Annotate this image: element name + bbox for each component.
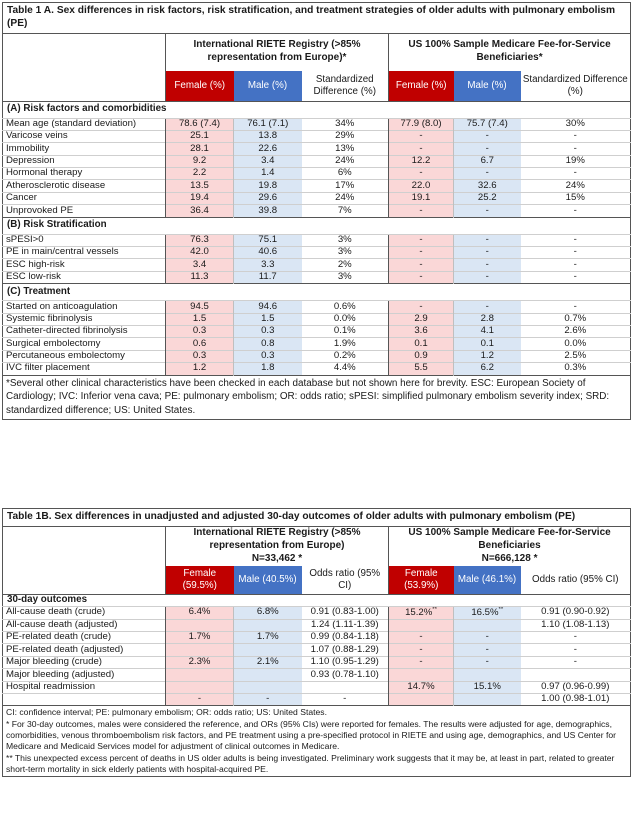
riete-male-value: 1.7% [234, 632, 302, 644]
us-male-value: - [454, 247, 521, 259]
riete-odds-ratio-value: 1.07 (0.88-1.29) [302, 644, 389, 656]
us-female-value: 0.9 [389, 350, 454, 362]
us-male-value: 15.1% [454, 681, 521, 693]
riete-male-value: 19.8 [234, 180, 302, 192]
section-title: 30-day outcomes [3, 594, 631, 606]
riete-male-value: 3.4 [234, 155, 302, 167]
table-row [3, 143, 631, 155]
us-male-value: - [454, 130, 521, 142]
riete-std-diff-value: 34% [302, 118, 389, 130]
us-female-value: - [389, 632, 454, 644]
riete-male-share-header: Male (40.5%) [234, 566, 302, 594]
us-odds-ratio-value: 1.10 (1.08-1.13) [521, 619, 631, 631]
riete-std-diff-value: 17% [302, 180, 389, 192]
row-label: All-cause death (adjusted) [3, 619, 166, 631]
row-label: Mean age (standard deviation) [3, 118, 166, 130]
us-male-value: - [454, 234, 521, 246]
row-label: Catheter-directed fibrinolysis [3, 325, 166, 337]
riete-female-value: 9.2 [166, 155, 234, 167]
row-label: PE in main/central vessels [3, 247, 166, 259]
table-row [3, 606, 631, 619]
us-std-diff-value: - [521, 247, 631, 259]
riete-odds-ratio-value: 0.99 (0.84-1.18) [302, 632, 389, 644]
us-male-value: 4.1 [454, 325, 521, 337]
table-row [3, 632, 631, 644]
riete-female-value: 0.6 [166, 338, 234, 350]
riete-female-value: 42.0 [166, 247, 234, 259]
table-row [3, 301, 631, 313]
table-row [3, 168, 631, 180]
riete-male-value: 75.1 [234, 234, 302, 246]
riete-female-value: 0.3 [166, 325, 234, 337]
us-male-value: - [454, 205, 521, 217]
table-row [3, 234, 631, 246]
us-female-value: 3.6 [389, 325, 454, 337]
riete-female-value: 76.3 [166, 234, 234, 246]
footnote-excess-deaths: ** This unexpected excess percent of deaths in US older adults is being investigated. Preliminary work suggests that it may be, at least in part, related to greater short-term mortality in sick elderly patients with hospital-acquired PE. [6, 752, 615, 775]
riete-std-diff-value: 13% [302, 143, 389, 155]
us-female-value: - [389, 234, 454, 246]
riete-std-diff-value: 0.1% [302, 325, 389, 337]
table-1a [2, 2, 631, 420]
us-odds-ratio-value: 1.00 (0.98-1.01) [521, 693, 631, 705]
riete-male-value: 29.6 [234, 192, 302, 204]
us-female-value [389, 619, 454, 631]
us-std-diff-value: - [521, 301, 631, 313]
row-label: Percutaneous embolectomy [3, 350, 166, 362]
us-odds-ratio-value: - [521, 656, 631, 668]
us-male-column-header: Male (%) [454, 71, 521, 101]
riete-female-value: 11.3 [166, 271, 234, 283]
riete-odds-ratio-header: Odds ratio (95% CI) [309, 567, 381, 591]
table-row [3, 350, 631, 362]
riete-std-diff-value: 29% [302, 130, 389, 142]
riete-registry-header: International RIETE Registry (>85% representation from Europe)* [166, 33, 389, 71]
us-female-value: - [389, 259, 454, 271]
note-marker: ** [432, 606, 437, 613]
us-odds-ratio-value: - [521, 632, 631, 644]
us-male-value: - [454, 301, 521, 313]
riete-female-value: 2.3% [166, 656, 234, 668]
us-male-value: - [454, 168, 521, 180]
riete-male-value: 1.8 [234, 363, 302, 375]
row-label: Major bleeding (adjusted) [3, 669, 166, 681]
us-medicare-header: US 100% Sample Medicare Fee-for-Service Beneficiaries* [389, 33, 631, 71]
riete-female-value: 19.4 [166, 192, 234, 204]
us-std-diff-value: 0.7% [521, 313, 631, 325]
row-label: PE-related death (adjusted) [3, 644, 166, 656]
us-std-diff-value: 30% [521, 118, 631, 130]
riete-male-value: - [234, 693, 302, 705]
us-std-diff-column-header: Standardized Difference (%) [522, 73, 628, 97]
us-female-column-header: Female (%) [389, 71, 454, 101]
us-odds-ratio-value: 0.97 (0.96-0.99) [521, 681, 631, 693]
us-male-value: 2.8 [454, 313, 521, 325]
us-std-diff-value: 24% [521, 180, 631, 192]
us-std-diff-value: 0.0% [521, 338, 631, 350]
riete-male-value: 2.1% [234, 656, 302, 668]
riete-odds-ratio-value [302, 681, 389, 693]
section-title: (C) Treatment [3, 284, 631, 301]
riete-male-value: 0.3 [234, 325, 302, 337]
us-std-diff-value: 19% [521, 155, 631, 167]
riete-std-diff-value: 0.6% [302, 301, 389, 313]
us-std-diff-value: - [521, 168, 631, 180]
riete-std-diff-value: 1.9% [302, 338, 389, 350]
us-std-diff-value: - [521, 130, 631, 142]
riete-female-value: 78.6 (7.4) [166, 118, 234, 130]
us-female-value: 22.0 [389, 180, 454, 192]
riete-std-diff-value: 3% [302, 234, 389, 246]
riete-odds-ratio-value: - [302, 693, 389, 705]
riete-female-value: 13.5 [166, 180, 234, 192]
table-row [3, 363, 631, 375]
us-female-value: - [389, 656, 454, 668]
table-row [3, 130, 631, 142]
us-male-value: - [454, 644, 521, 656]
us-medicare-header-b [389, 526, 631, 566]
row-label: Unprovoked PE [3, 205, 166, 217]
riete-female-value [166, 644, 234, 656]
row-label: All-cause death (crude) [3, 606, 166, 619]
us-female-value: - [389, 130, 454, 142]
us-female-value [389, 693, 454, 705]
us-male-value: - [454, 271, 521, 283]
table-1b-footnotes [3, 706, 631, 777]
us-female-value: - [389, 205, 454, 217]
row-label: ESC high-risk [3, 259, 166, 271]
riete-std-diff-value: 7% [302, 205, 389, 217]
riete-std-diff-value: 3% [302, 271, 389, 283]
riete-female-value: - [166, 693, 234, 705]
row-label: Started on anticoagulation [3, 301, 166, 313]
riete-male-value: 6.8% [234, 606, 302, 619]
us-std-diff-value: - [521, 234, 631, 246]
row-label: sPESI>0 [3, 234, 166, 246]
table-row [3, 338, 631, 350]
us-male-value [454, 693, 521, 705]
row-label: Immobility [3, 143, 166, 155]
table-row [3, 669, 631, 681]
us-male-share-header: Male (46.1%) [454, 566, 521, 594]
riete-male-value: 39.8 [234, 205, 302, 217]
table-row [3, 247, 631, 259]
riete-std-diff-value: 4.4% [302, 363, 389, 375]
row-label: Atherosclerotic disease [3, 180, 166, 192]
table-row [3, 192, 631, 204]
us-female-value: - [389, 247, 454, 259]
table-row [3, 155, 631, 167]
us-male-value: - [454, 632, 521, 644]
table-row [3, 644, 631, 656]
us-male-value: 16.5%** [454, 606, 521, 619]
section-title: (B) Risk Stratification [3, 217, 631, 234]
row-label: PE-related death (crude) [3, 632, 166, 644]
riete-male-value: 13.8 [234, 130, 302, 142]
riete-female-value: 0.3 [166, 350, 234, 362]
row-label: Major bleeding (crude) [3, 656, 166, 668]
riete-sample-size: N=33,462 * [251, 552, 303, 564]
riete-odds-ratio-value: 0.91 (0.83-1.00) [302, 606, 389, 619]
us-odds-ratio-value: - [521, 644, 631, 656]
row-label: Depression [3, 155, 166, 167]
us-male-value: 6.7 [454, 155, 521, 167]
us-male-value: 6.2 [454, 363, 521, 375]
table-1b-title: Table 1B. Sex differences in unadjusted and adjusted 30-day outcomes of older adults with pulmonary embolism (PE) [3, 509, 631, 527]
section-title: (A) Risk factors and comorbidities [3, 101, 631, 118]
riete-registry-label: International RIETE Registry (>85% representation from Europe) [193, 527, 361, 552]
riete-male-value: 40.6 [234, 247, 302, 259]
table-row [3, 313, 631, 325]
us-male-value [454, 619, 521, 631]
us-female-value: 77.9 (8.0) [389, 118, 454, 130]
us-sample-size: N=666,128 * [481, 552, 538, 564]
us-std-diff-value: 2.5% [521, 350, 631, 362]
us-std-diff-value: 15% [521, 192, 631, 204]
row-label: Systemic fibrinolysis [3, 313, 166, 325]
riete-female-share-header: Female (59.5%) [166, 566, 234, 594]
riete-std-diff-column-header: Standardized Difference (%) [313, 73, 376, 97]
footnote-adjustment: * For 30-day outcomes, males were considered the reference, and ORs (95% CIs) were reported for females. The results were adjusted for age, demographics, comorbidities, venous thromboembolism risk factors, and PE treatment using a pre-specified protocol in RIETE and using age, demographics, and US Center for Medicare and Medicaid Services model for adjustment of clinical outcomes in Medicare. [6, 718, 616, 752]
table-row [3, 259, 631, 271]
us-female-value: - [389, 644, 454, 656]
us-female-value: - [389, 301, 454, 313]
table-row [3, 180, 631, 192]
riete-std-diff-value: 0.0% [302, 313, 389, 325]
us-female-value: 2.9 [389, 313, 454, 325]
riete-std-diff-value: 6% [302, 168, 389, 180]
riete-male-value [234, 619, 302, 631]
riete-male-value: 1.4 [234, 168, 302, 180]
us-male-value: 0.1 [454, 338, 521, 350]
riete-female-value: 1.7% [166, 632, 234, 644]
us-female-value: 0.1 [389, 338, 454, 350]
us-female-value: - [389, 143, 454, 155]
table-row [3, 681, 631, 693]
riete-odds-ratio-value: 1.24 (1.11-1.39) [302, 619, 389, 631]
us-female-value: 5.5 [389, 363, 454, 375]
riete-male-value: 0.3 [234, 350, 302, 362]
row-label: Cancer [3, 192, 166, 204]
us-female-value: - [389, 271, 454, 283]
us-std-diff-value: - [521, 143, 631, 155]
us-odds-ratio-value [521, 669, 631, 681]
us-male-value: 75.7 (7.4) [454, 118, 521, 130]
riete-female-value: 36.4 [166, 205, 234, 217]
us-female-value: 12.2 [389, 155, 454, 167]
us-male-value: 25.2 [454, 192, 521, 204]
riete-female-value: 1.5 [166, 313, 234, 325]
riete-male-value: 1.5 [234, 313, 302, 325]
table-row [3, 325, 631, 337]
riete-male-value: 11.7 [234, 271, 302, 283]
riete-female-value: 1.2 [166, 363, 234, 375]
us-std-diff-value: 0.3% [521, 363, 631, 375]
riete-std-diff-value: 24% [302, 155, 389, 167]
us-male-value: 32.6 [454, 180, 521, 192]
us-odds-ratio-header: Odds ratio (95% CI) [532, 573, 619, 585]
row-label: ESC low-risk [3, 271, 166, 283]
riete-male-value: 94.6 [234, 301, 302, 313]
riete-male-value [234, 669, 302, 681]
table-row [3, 619, 631, 631]
riete-odds-ratio-value: 1.10 (0.95-1.29) [302, 656, 389, 668]
row-label: Hormonal therapy [3, 168, 166, 180]
riete-female-value [166, 681, 234, 693]
us-std-diff-value: - [521, 205, 631, 217]
us-std-diff-value: - [521, 259, 631, 271]
us-male-value: - [454, 143, 521, 155]
riete-male-value: 22.6 [234, 143, 302, 155]
footnote-abbreviations: CI: confidence interval; PE: pulmonary embolism; OR: odds ratio; US: United States. [6, 707, 327, 718]
riete-std-diff-value: 24% [302, 192, 389, 204]
us-female-value [389, 669, 454, 681]
riete-registry-header-b [166, 526, 389, 566]
table-1b [2, 508, 631, 777]
table-1a-title: Table 1 A. Sex differences in risk factors, risk stratification, and treatment strategies of older adults with pulmonary embolism (PE) [3, 3, 631, 34]
riete-male-value: 76.1 (7.1) [234, 118, 302, 130]
us-male-value: 1.2 [454, 350, 521, 362]
row-label: IVC filter placement [3, 363, 166, 375]
table-row [3, 118, 631, 130]
us-female-value: 19.1 [389, 192, 454, 204]
riete-female-value: 25.1 [166, 130, 234, 142]
riete-female-value: 6.4% [166, 606, 234, 619]
row-label [3, 693, 166, 705]
riete-male-value: 0.8 [234, 338, 302, 350]
us-male-value: - [454, 259, 521, 271]
us-male-value [454, 669, 521, 681]
riete-female-value: 28.1 [166, 143, 234, 155]
riete-male-value: 3.3 [234, 259, 302, 271]
us-std-diff-value: - [521, 271, 631, 283]
us-std-diff-value: 2.6% [521, 325, 631, 337]
table-row [3, 693, 631, 705]
riete-female-column-header: Female (%) [166, 71, 234, 101]
us-female-value: - [389, 168, 454, 180]
riete-std-diff-value: 0.2% [302, 350, 389, 362]
riete-female-value: 94.5 [166, 301, 234, 313]
us-female-value: 14.7% [389, 681, 454, 693]
riete-std-diff-value: 2% [302, 259, 389, 271]
us-male-value: - [454, 656, 521, 668]
riete-odds-ratio-value: 0.93 (0.78-1.10) [302, 669, 389, 681]
table-row [3, 271, 631, 283]
riete-female-value [166, 619, 234, 631]
us-female-share-header: Female (53.9%) [389, 566, 454, 594]
riete-male-value [234, 681, 302, 693]
us-odds-ratio-value: 0.91 (0.90-0.92) [521, 606, 631, 619]
row-label: Surgical embolectomy [3, 338, 166, 350]
us-medicare-label: US 100% Sample Medicare Fee-for-Service Beneficiaries [408, 527, 611, 552]
table-row [3, 656, 631, 668]
row-label: Varicose veins [3, 130, 166, 142]
us-female-value: 15.2%** [389, 606, 454, 619]
table-row [3, 205, 631, 217]
row-label: Hospital readmission [3, 681, 166, 693]
riete-male-column-header: Male (%) [234, 71, 302, 101]
riete-female-value: 2.2 [166, 168, 234, 180]
riete-male-value [234, 644, 302, 656]
riete-female-value [166, 669, 234, 681]
riete-female-value: 3.4 [166, 259, 234, 271]
riete-std-diff-value: 3% [302, 247, 389, 259]
table-1a-footnote: *Several other clinical characteristics have been checked in each database but not shown here for brevity. ESC: European Society of Cardiology; IVC: Inferior vena cava; PE: pulmonary embolism; OR: odds ratio; sPESI: simplified pulmonary embolism severity index; SRD: standardized difference; US: United States. [3, 375, 631, 420]
note-marker: ** [498, 606, 504, 613]
